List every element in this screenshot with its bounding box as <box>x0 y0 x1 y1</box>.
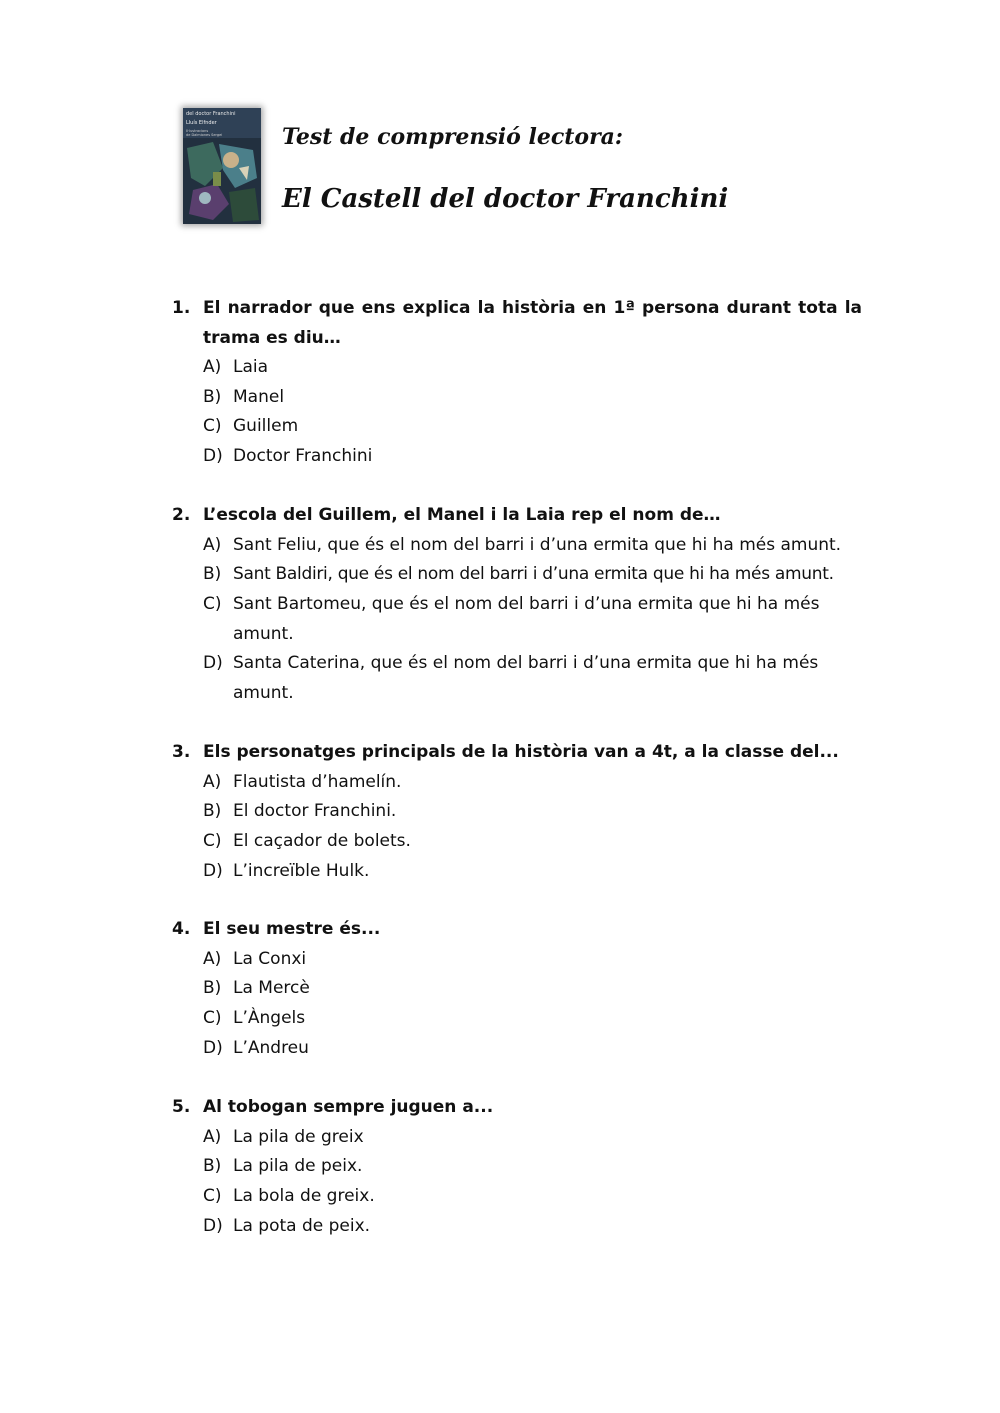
option-letter: B) <box>203 386 222 407</box>
option-c[interactable] <box>203 827 862 857</box>
question-text: El narrador que ens explica la història en 1ª persona durant tota la trama es diu… <box>203 298 862 348</box>
option-letter: C) <box>203 1007 222 1028</box>
option-letter: D) <box>203 653 223 674</box>
option-letter: D) <box>203 860 223 881</box>
option-text: La bola de greix. <box>233 1185 375 1206</box>
option-a[interactable] <box>203 353 862 383</box>
option-a[interactable] <box>203 768 862 798</box>
option-c[interactable] <box>203 412 862 442</box>
option-text: Sant Bartomeu, que és el nom del barri i d’una ermita que hi ha més amunt. <box>233 593 820 644</box>
option-letter: C) <box>203 416 222 437</box>
option-text: La pila de peix. <box>233 1156 363 1177</box>
question-number: 1. <box>172 298 191 318</box>
question-text: Al tobogan sempre juguen a... <box>203 1097 494 1117</box>
option-b[interactable] <box>203 560 862 590</box>
options-list <box>172 768 862 887</box>
option-text: El caçador de bolets. <box>233 830 411 851</box>
option-d[interactable] <box>203 1212 862 1242</box>
options-list <box>172 353 862 472</box>
question-3 <box>172 738 862 886</box>
document-subtitle: Test de comprensió lectora: <box>282 124 624 150</box>
option-a[interactable] <box>203 1123 862 1153</box>
option-text: Laia <box>233 357 269 377</box>
question-number: 5. <box>172 1097 191 1117</box>
option-letter: B) <box>203 564 222 585</box>
question-number: 2. <box>172 505 191 525</box>
option-text: L’Andreu <box>233 1037 309 1058</box>
question-number: 4. <box>172 919 191 939</box>
option-text: Guillem <box>233 416 299 437</box>
option-text: La pota de peix. <box>233 1215 371 1236</box>
option-b[interactable] <box>203 383 862 413</box>
cover-line-4: de Dalmiones Sergei <box>186 133 223 137</box>
question-1 <box>172 294 862 472</box>
options-list <box>172 1123 862 1242</box>
options-list <box>172 531 862 709</box>
question-2 <box>172 501 862 709</box>
option-text: La Conxi <box>233 948 307 969</box>
option-text: El doctor Franchini. <box>233 801 397 822</box>
option-text: Sant Feliu, que és el nom del barri i d’una ermita que hi ha més amunt. <box>233 534 842 555</box>
option-letter: A) <box>203 948 222 969</box>
question-text: El seu mestre és... <box>203 919 381 939</box>
option-letter: A) <box>203 357 222 377</box>
option-d[interactable] <box>203 1034 862 1064</box>
options-list <box>172 945 862 1064</box>
option-letter: D) <box>203 1037 223 1058</box>
option-letter: D) <box>203 446 223 467</box>
option-letter: A) <box>203 1126 222 1147</box>
option-b[interactable] <box>203 1152 862 1182</box>
option-d[interactable] <box>203 857 862 887</box>
option-letter: A) <box>203 771 222 792</box>
option-text: Santa Caterina, que és el nom del barri i d’una ermita que hi ha més amunt. <box>233 653 819 704</box>
option-b[interactable] <box>203 974 862 1004</box>
option-b[interactable] <box>203 797 862 827</box>
option-text: La pila de greix <box>233 1126 364 1147</box>
option-c[interactable] <box>203 590 862 649</box>
option-text: Doctor Franchini <box>233 446 373 467</box>
document-title: El Castell del doctor Franchini <box>282 184 729 214</box>
option-letter: C) <box>203 1185 222 1206</box>
option-d[interactable] <box>203 442 862 472</box>
cover-line-1: del doctor Franchini <box>186 111 236 117</box>
option-c[interactable] <box>203 1182 862 1212</box>
option-text: L’Àngels <box>233 1007 306 1028</box>
option-letter: D) <box>203 1215 223 1236</box>
option-letter: B) <box>203 1156 222 1177</box>
question-number: 3. <box>172 742 191 762</box>
option-c[interactable] <box>203 1004 862 1034</box>
option-text: L’increïble Hulk. <box>233 860 370 881</box>
option-letter: C) <box>203 593 222 614</box>
option-text: Sant Baldiri, que és el nom del barri i d’una ermita que hi ha més amunt. <box>233 564 834 585</box>
question-text: L’escola del Guillem, el Manel i la Laia rep el nom de… <box>203 505 721 525</box>
question-4 <box>172 915 862 1063</box>
option-text: La Mercè <box>233 978 310 999</box>
option-letter: B) <box>203 978 222 999</box>
book-cover-image <box>183 108 261 224</box>
option-text: Manel <box>233 386 285 407</box>
option-a[interactable] <box>203 945 862 975</box>
option-letter: C) <box>203 830 222 851</box>
question-text: Els personatges principals de la història van a 4t, a la classe del... <box>203 742 839 762</box>
question-5 <box>172 1093 862 1241</box>
cover-line-3: Il·lustracions <box>186 129 209 133</box>
option-d[interactable] <box>203 649 862 708</box>
option-letter: B) <box>203 801 222 822</box>
option-a[interactable] <box>203 531 862 561</box>
option-letter: A) <box>203 534 222 555</box>
option-text: Flautista d’hamelín. <box>233 771 402 792</box>
cover-line-2: Lluís Elfnder <box>186 120 217 126</box>
